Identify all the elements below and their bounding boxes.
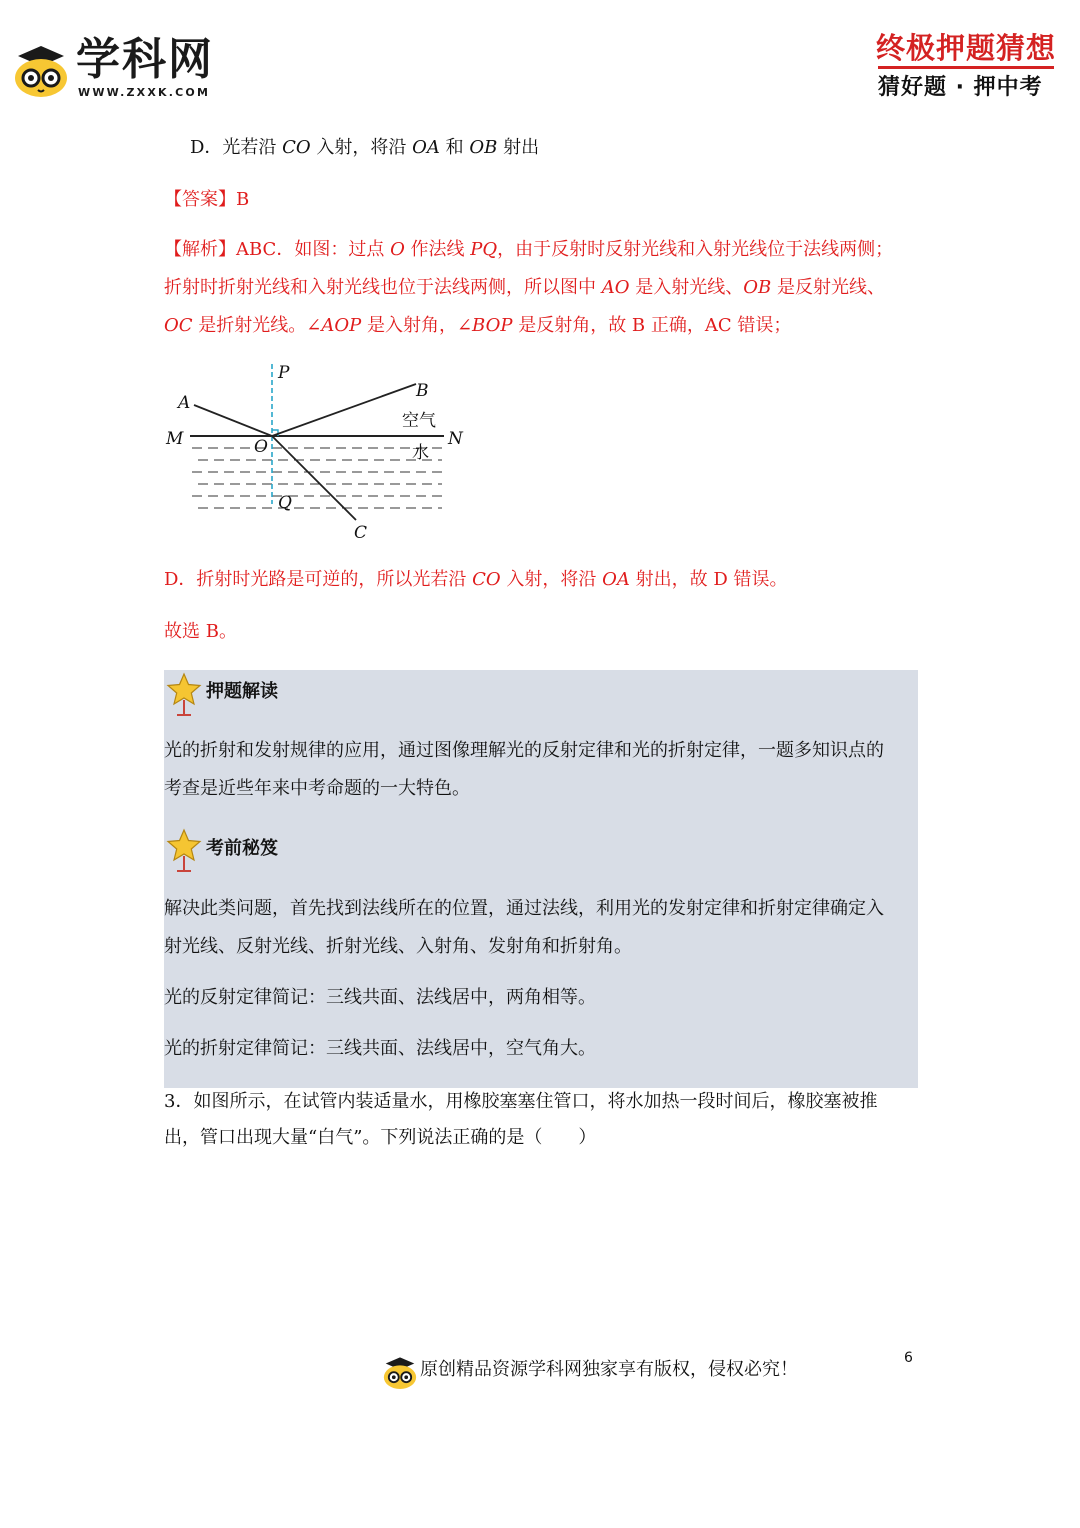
slogan-top: 终极押题猜想 — [876, 31, 1057, 65]
logo-url: WWW.ZXXK.COM — [78, 86, 211, 99]
callout-title-2: 考前秘笈 — [206, 838, 278, 859]
callout-p1-line1: 光的折射和发射规律的应用，通过图像理解光的反射定律和光的折射定律，一题多知识点的 — [164, 740, 884, 761]
footer-copyright: 原创精品资源学科网独家享有版权，侵权必究！ — [420, 1359, 798, 1380]
label-p: P — [278, 363, 290, 383]
owl-logo-icon — [12, 38, 70, 98]
conclusion: 故选 B。 — [164, 621, 237, 642]
option-d: D．光若沿 CO 入射，将沿 OA 和 OB 射出 — [190, 137, 540, 158]
water-pattern — [192, 448, 442, 508]
callout-p1-line2: 考查是近些年来中考命题的一大特色。 — [164, 778, 470, 799]
star-icon — [166, 828, 202, 874]
callout-p2-line1: 解决此类问题，首先找到法线所在的位置，通过法线，利用光的发射定律和折射定律确定入 — [164, 898, 884, 919]
reflected-ray-ob — [272, 384, 416, 436]
analysis-line-1: 【解析】ABC．如图：过点 O 作法线 PQ，由于反射时反射光线和入射光线位于法线两侧； — [164, 239, 894, 260]
callout-p2-line2: 射光线、反射光线、折射光线、入射角、发射角和折射角。 — [164, 936, 632, 957]
label-m: M — [166, 429, 184, 449]
callout-title-1: 押题解读 — [206, 681, 278, 702]
analysis-line-2: 折射时折射光线和入射光线也位于法线两侧，所以图中 AO 是入射光线、OB 是反射光线、 — [164, 277, 885, 298]
incident-ray-ao — [194, 405, 272, 436]
analysis-line-3: OC 是折射光线。∠AOP 是入射角，∠BOP 是反射角，故 B 正确，AC 错误； — [164, 315, 792, 336]
callout-p4: 光的折射定律简记：三线共面、法线居中，空气角大。 — [164, 1038, 596, 1059]
question-3-line1: 3．如图所示，在试管内装适量水，用橡胶塞塞住管口，将水加热一段时间后，橡胶塞被推 — [164, 1091, 878, 1112]
label-water: 水 — [412, 443, 429, 463]
page-number: 6 — [904, 1350, 913, 1366]
callout-box — [164, 670, 918, 1088]
label-q: Q — [278, 493, 292, 513]
label-c: C — [354, 523, 368, 543]
callout-p3: 光的反射定律简记：三线共面、法线居中，两角相等。 — [164, 987, 596, 1008]
label-air: 空气 — [402, 411, 436, 431]
label-a: A — [178, 393, 191, 413]
slogan-bottom: 猜好题 · 押中考 — [878, 75, 1043, 100]
question-3-line2: 出，管口出现大量“白气”。下列说法正确的是（ ） — [164, 1127, 597, 1148]
label-b: B — [416, 381, 429, 401]
analysis-d: D．折射时光路是可逆的，所以光若沿 CO 入射，将沿 OA 射出，故 D 错误。 — [164, 569, 788, 590]
slogan-divider — [878, 66, 1054, 69]
label-n: N — [448, 429, 463, 449]
star-icon — [166, 672, 202, 718]
refraction-diagram — [160, 356, 480, 546]
logo-text: 学科网 — [76, 34, 214, 85]
owl-logo-icon — [382, 1352, 418, 1390]
answer-line: 【答案】B — [164, 189, 250, 210]
label-o: O — [254, 437, 268, 457]
